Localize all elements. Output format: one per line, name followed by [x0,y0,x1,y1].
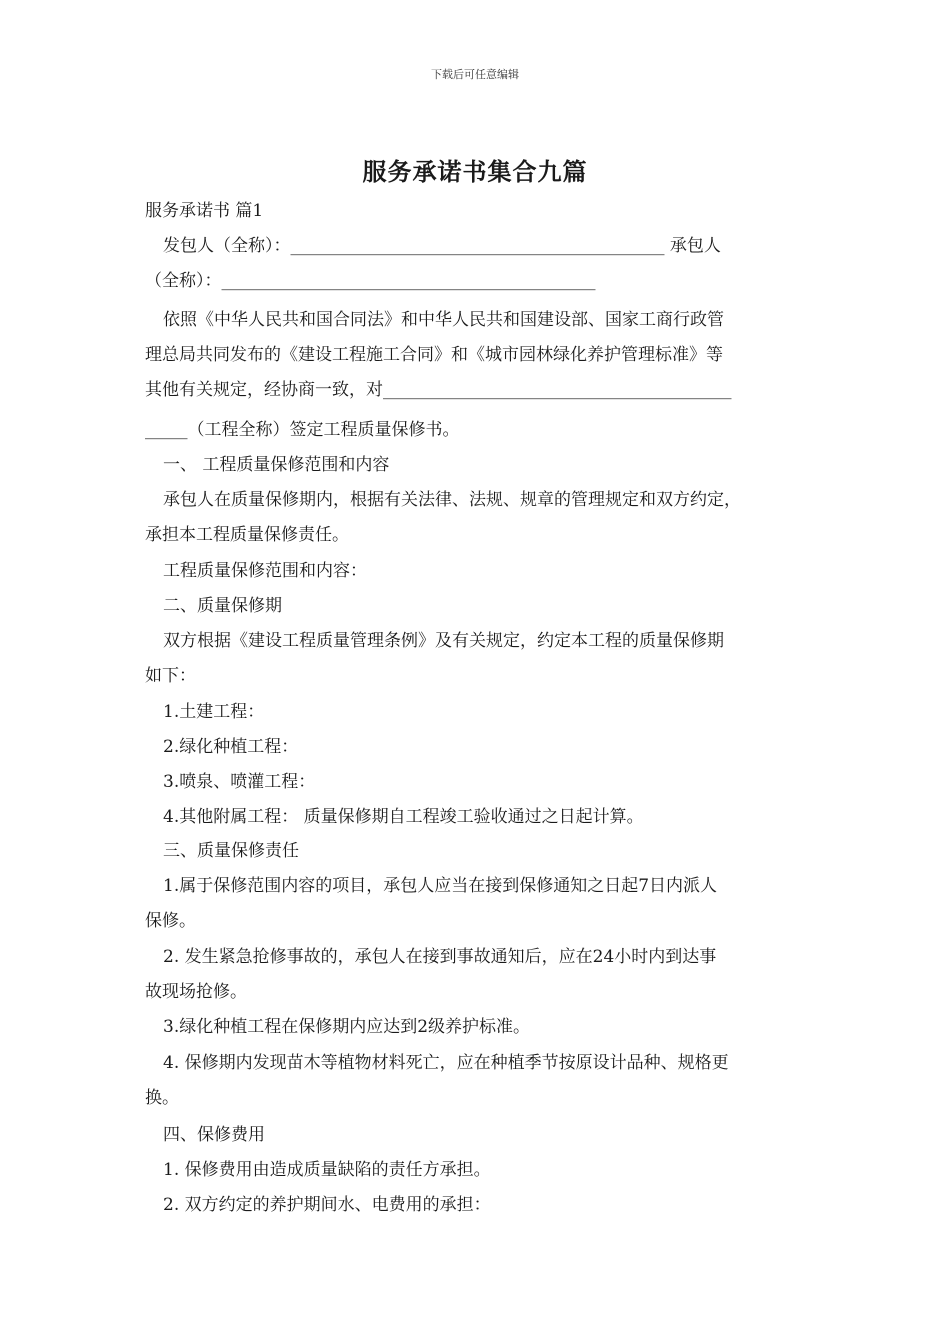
section-heading: 四、保修费用 [163,1125,265,1145]
document-title: 服务承诺书集合九篇 [362,157,588,186]
list-item: 4. 保修期内发现苗木等植物材料死亡，应在种植季节按原设计品种、规格更 [163,1053,729,1073]
paragraph-line: 双方根据《建设工程质量管理条例》及有关规定，约定本工程的质量保修期 [163,631,724,651]
list-item: 2. 双方约定的养护期间水、电费用的承担： [163,1195,491,1215]
paragraph-line: （全称）：____________________________________________ [145,271,596,291]
list-item: 3.绿化种植工程在保修期内应达到2级养护标准。 [163,1017,531,1037]
paragraph-line: 其他有关规定，经协商一致，对_________________________________________ [145,380,732,400]
list-item: 4.其他附属工程： 质量保修期自工程竣工验收通过之日起计算。 [163,807,644,827]
list-item: 1.属于保修范围内容的项目，承包人应当在接到保修通知之日起7日内派人 [163,876,718,896]
paragraph-line: _____（工程全称）签定工程质量保修书。 [145,420,460,440]
section-heading: 三、质量保修责任 [163,841,299,861]
header-note: 下载后可任意编辑 [431,68,519,81]
paragraph-line: 如下： [145,666,196,686]
paragraph-line: 发包人（全称）：____________________________________________ 承包人 [163,236,721,256]
paragraph-line: 理总局共同发布的《建设工程施工合同》和《城市园林绿化养护管理标准》等 [145,345,723,365]
section-heading: 服务承诺书 篇1 [145,201,264,221]
paragraph-line: 换。 [145,1088,179,1108]
paragraph-line: 承包人在质量保修期内，根据有关法律、法规、规章的管理规定和双方约定， [163,490,741,510]
list-item: 3.喷泉、喷灌工程： [163,772,316,792]
paragraph-line: 依照《中华人民共和国合同法》和中华人民共和国建设部、国家工商行政管 [163,310,724,330]
paragraph-line: 故现场抢修。 [145,982,247,1002]
list-item: 1.土建工程： [163,702,265,722]
paragraph-line: 承担本工程质量保修责任。 [145,525,349,545]
list-item: 1. 保修费用由造成质量缺陷的责任方承担。 [163,1160,491,1180]
section-heading: 一、 工程质量保修范围和内容 [163,455,390,475]
section-heading: 二、质量保修期 [163,596,282,616]
list-item: 2. 发生紧急抢修事故的，承包人在接到事故通知后，应在24小时内到达事 [163,947,717,967]
paragraph-line: 工程质量保修范围和内容： [163,561,367,581]
list-item: 2.绿化种植工程： [163,737,299,757]
paragraph-line: 保修。 [145,911,196,931]
